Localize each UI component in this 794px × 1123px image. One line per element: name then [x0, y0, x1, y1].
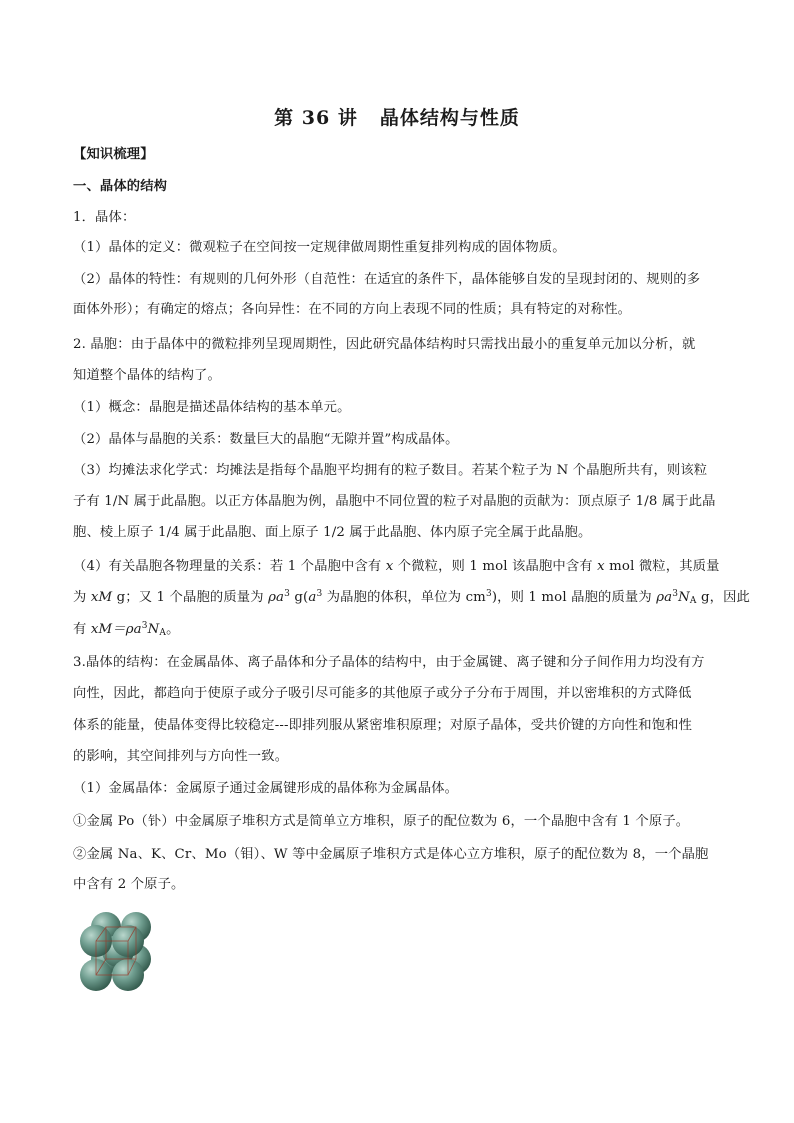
paragraph-line: 体系的能量，使晶体变得比较稳定---即排列服从紧密堆积原理；对原子晶体，受共价键的方向性和饱和性 [73, 718, 693, 733]
paragraph-line: 为 xM g；又 1 个晶胞的质量为 $\rho a^3$ $g(a^3$ 为晶胞的体积，单位为 $cm^3$)，则 1 mol 晶胞的质量为 $\rho a^3N_A$ g，因此 [73, 589, 750, 606]
section-heading: 一、晶体的结构 [73, 179, 168, 194]
paragraph-line: 胞、棱上原子 1/4 属于此晶胞、面上原子 1/2 属于此晶胞、体内原子完全属于此晶胞。 [73, 525, 592, 540]
paragraph-line: 3.晶体的结构：在金属晶体、离子晶体和分子晶体的结构中，由于金属键、离子键和分子间作用力均没有方 [73, 655, 705, 670]
paragraph-line: 2. 晶胞：由于晶体中的微粒排列呈现周期性，因此研究晶体结构时只需找出最小的重复单元加以分析，就 [73, 337, 696, 352]
body-centered-cubic-figure [70, 905, 166, 1001]
paragraph-line: 有 $xM=\rho a^3N_A$。 [73, 621, 180, 638]
paragraph-line: （2）晶体与晶胞的关系：数量巨大的晶胞“无隙并置”构成晶体。 [73, 432, 459, 447]
paragraph-line: （4）有关晶胞各物理量的关系：若 1 个晶胞中含有 x 个微粒，则 1 mol 该晶胞中含有 x mol 微粒，其质量 [73, 559, 720, 574]
paragraph-line: 知道整个晶体的结构了。 [73, 368, 221, 383]
paragraph-line: （1）晶体的定义：微观粒子在空间按一定规律做周期性重复排列构成的固体物质。 [73, 240, 566, 255]
paragraph-line: （1）概念：晶胞是描述晶体结构的基本单元。 [73, 400, 351, 415]
paragraph-line: （2）晶体的特性：有规则的几何外形（自范性：在适宜的条件下，晶体能够自发的呈现封闭的、规则的多 [73, 272, 701, 287]
lecture-number: 第 36 讲 [274, 107, 358, 129]
paragraph-line: 中含有 2 个原子。 [73, 877, 185, 892]
paragraph-line: （1）金属晶体：金属原子通过金属键形成的晶体称为金属晶体。 [73, 781, 459, 796]
paragraph-line: 子有 1/N 属于此晶胞。以正方体晶胞为例，晶胞中不同位置的粒子对晶胞的贡献为：顶点原子 1/8 属于此晶 [73, 494, 716, 509]
lecture-topic: 晶体结构与性质 [379, 107, 520, 129]
paragraph-line: 的影响，其空间排列与方向性一致。 [73, 749, 289, 764]
section-tag: 【知识梳理】 [73, 147, 154, 162]
paragraph-line: （3）均摊法求化学式：均摊法是指每个晶胞平均拥有的粒子数目。若某个粒子为 N 个晶胞所共有，则该粒 [73, 463, 708, 478]
paragraph-line: 向性，因此，都趋向于使原子或分子吸引尽可能多的其他原子或分子分布于周围，并以密堆积的方式降低 [73, 686, 692, 701]
paragraph-line: 面体外形）；有确定的熔点；各向异性：在不同的方向上表现不同的性质；具有特定的对称性。 [73, 302, 632, 317]
paragraph-line: 1．晶体： [73, 210, 136, 225]
paragraph-line: ①金属 Po（钋）中金属原子堆积方式是简单立方堆积，原子的配位数为 6，一个晶胞中含有 1 个原子。 [73, 814, 690, 829]
paragraph-line: ②金属 Na、K、Cr、Mo（钼）、W 等中金属原子堆积方式是体心立方堆积，原子的配位数为 8，一个晶胞 [73, 847, 709, 862]
page-title [0, 103, 794, 130]
